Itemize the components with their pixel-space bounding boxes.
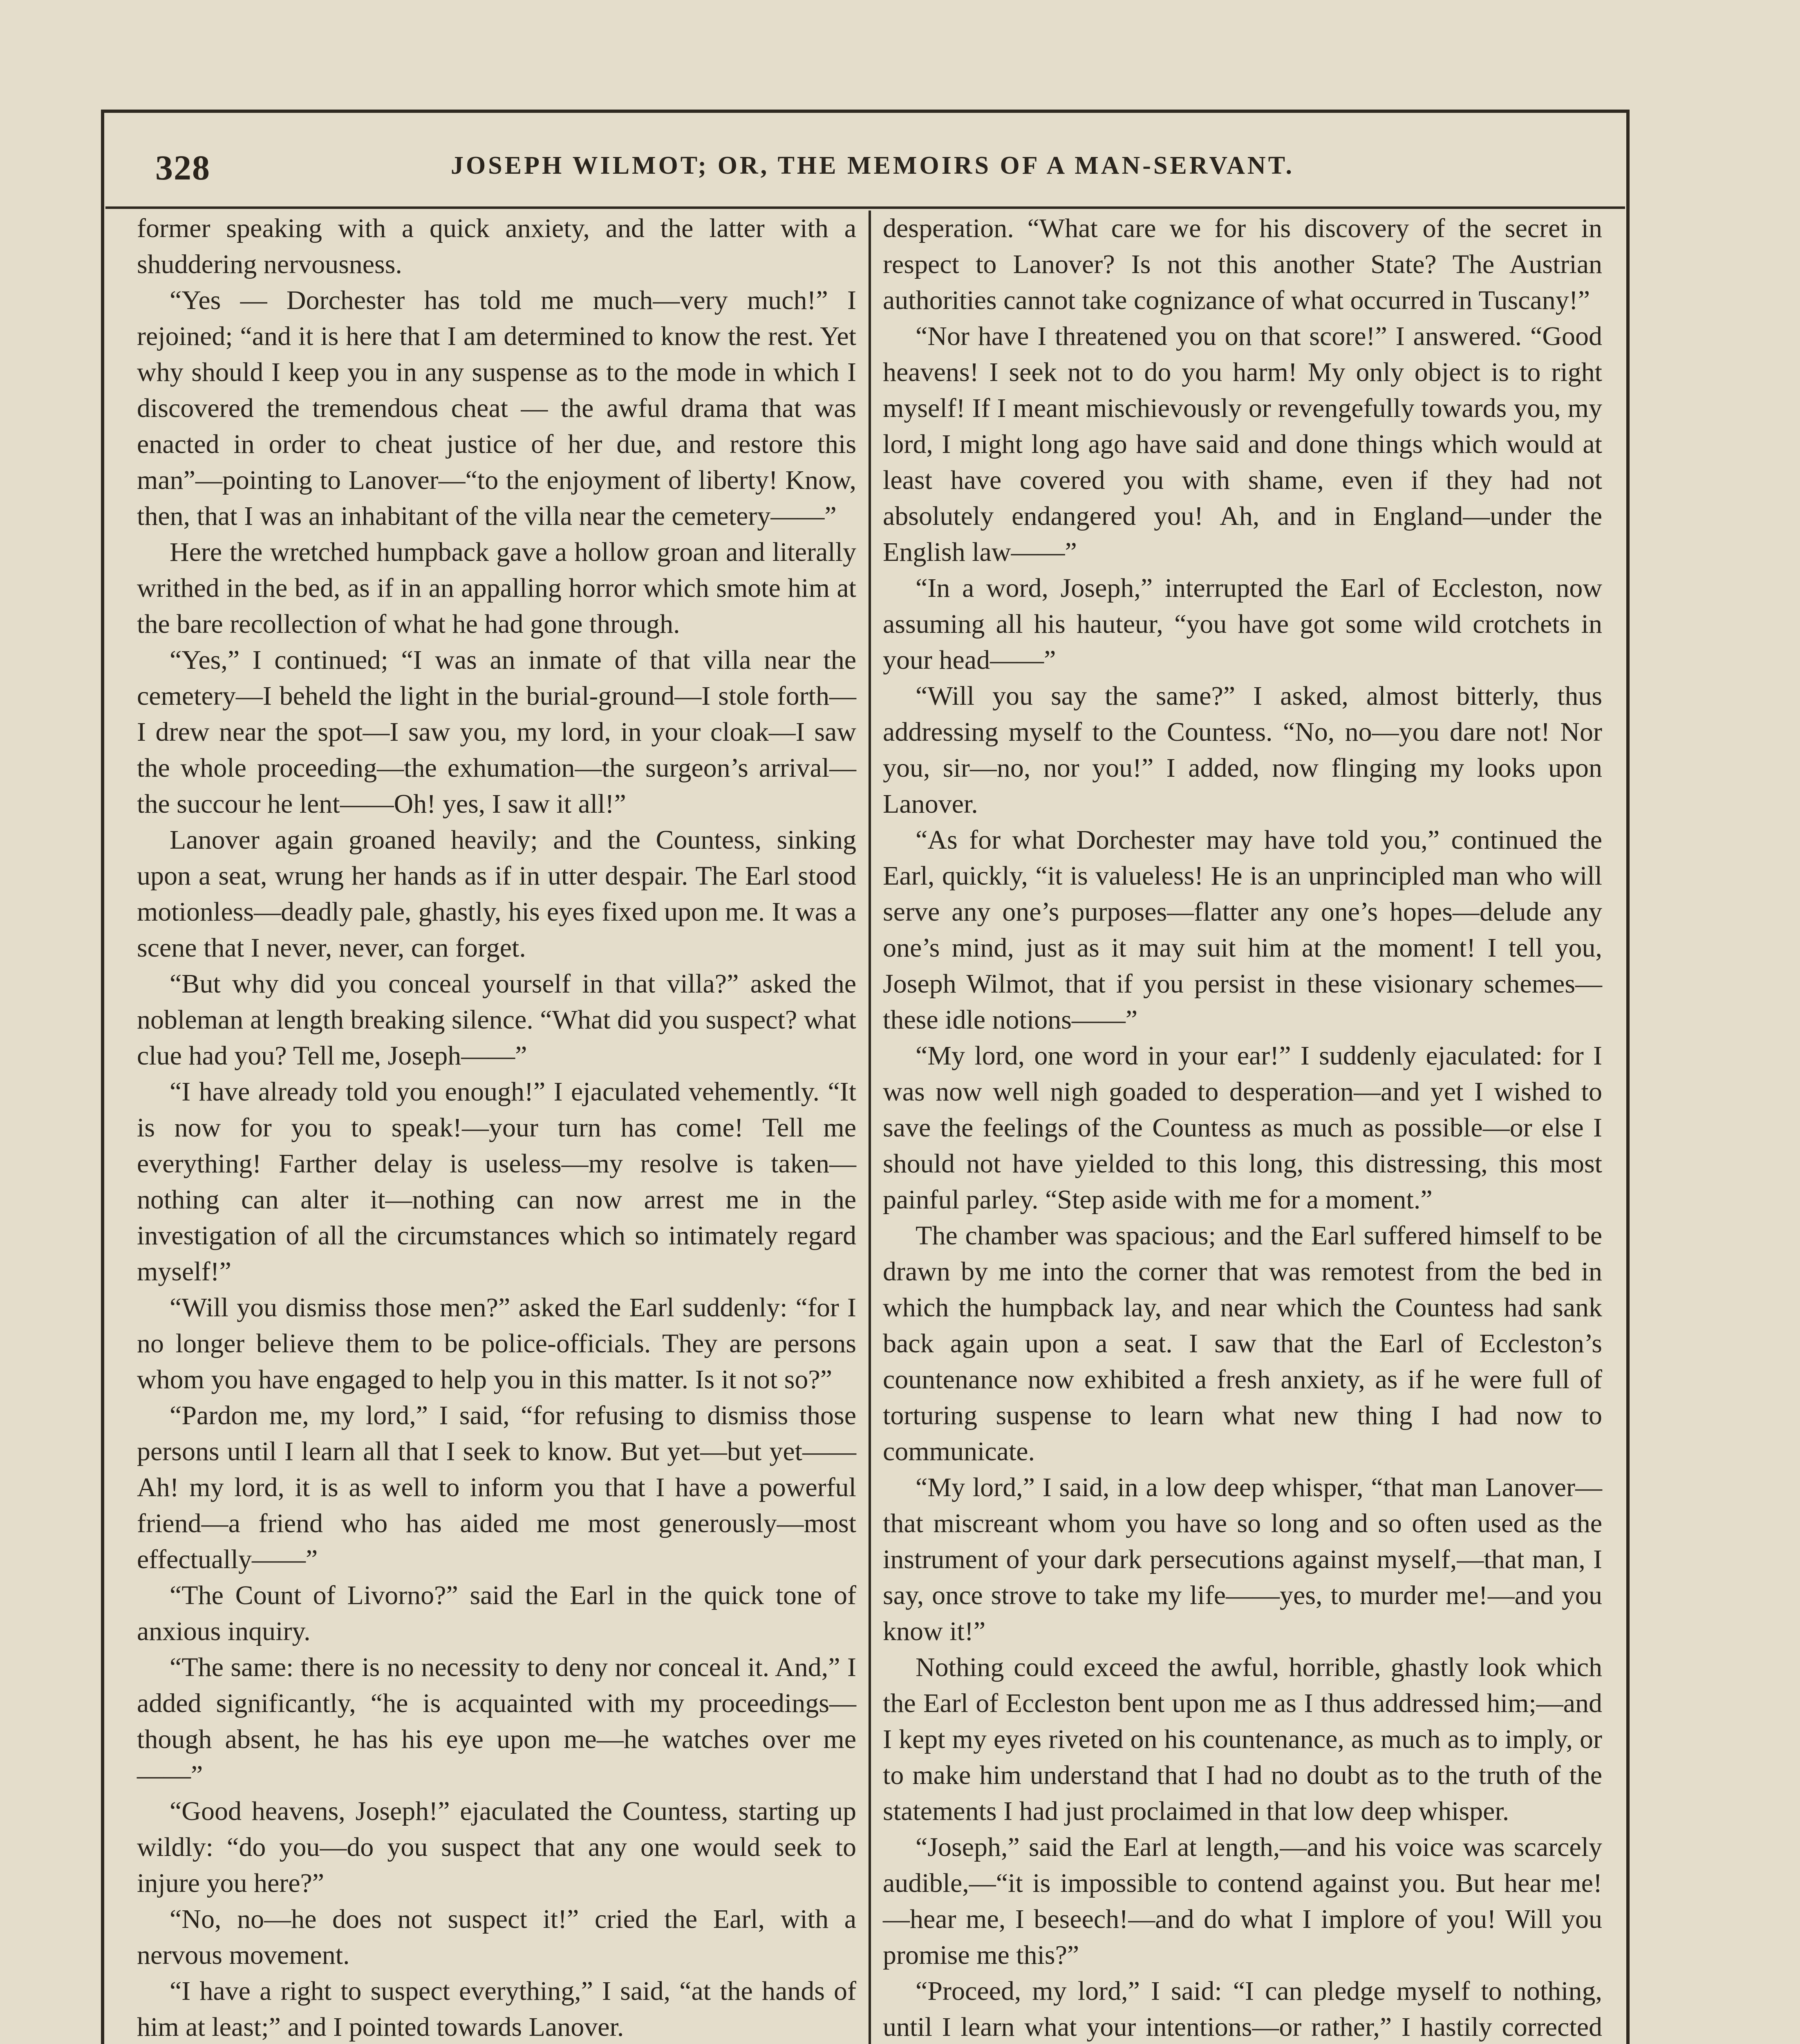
paragraph: Lanover again groaned heavily; and the Countess, sinking upon a seat, wrung her hands as if in utter despair. The Earl stood motionless—deadly pale, ghastly, his eyes fixed upon me. It was a scene that I never, never, can forget. [137, 825, 856, 963]
paragraph: “My lord, one word in your ear!” I suddenly ejaculated: for I was now well nigh goaded to desperation—and yet I wished to save the feelings of the Countess as much as possible—or else I should not have yielded to this long, this distressing, this most painful parley. “Step aside with me for a moment.” [883, 1041, 1602, 1215]
column-divider [869, 211, 871, 2044]
paragraph: “In a word, Joseph,” interrupted the Earl of Eccleston, now assuming all his hauteur, “you have got some wild crotchets in your head——” [883, 573, 1602, 675]
running-title: JOSEPH WILMOT; OR, THE MEMOIRS OF A MAN-SERVANT. [451, 152, 1294, 179]
paragraph: “Yes — Dorchester has told me much—very much!” I rejoined; “and it is here that I am determined to know the rest. Yet why should I keep you in any suspense as to the mode in which I discovered the tremendous cheat — the awful drama that was enacted in order to cheat justice of her due, and restore this man”—pointing to Lanover—“to the enjoyment of liberty! Know, then, that I was an inhabitant of the villa near the cemetery——” [137, 285, 856, 531]
left-column [137, 211, 856, 2044]
paragraph: “No, no—he does not suspect it!” cried the Earl, with a nervous movement. [137, 1904, 856, 1970]
paragraph: “My lord,” I said, in a low deep whisper, “that man Lanover—that miscreant whom you have so long and so often used as the instrument of your dark persecutions against myself,—that man, I say, once strove to take my life——yes, to murder me!—and you know it!” [883, 1472, 1602, 1646]
paragraph: “Pardon me, my lord,” I said, “for refusing to dismiss those persons until I learn all that I seek to know. But yet—but yet——Ah! my lord, it is as well to inform you that I have a powerful friend—a friend who has aided me most generously—most effectually——” [137, 1401, 856, 1574]
paragraph: “The Count of Livorno?” said the Earl in the quick tone of anxious inquiry. [137, 1580, 856, 1646]
paragraph: “Will you dismiss those men?” asked the Earl suddenly: “for I no longer believe them to be police-officials. They are persons whom you have engaged to help you in this matter. Is it not so?” [137, 1293, 856, 1394]
paragraph: “Joseph,” said the Earl at length,—and his voice was scarcely audible,—“it is impossible to contend against you. But hear me!—hear me, I beseech!—and do what I implore of you! Will you promise me this?” [883, 1832, 1602, 1970]
paragraph: “But why did you conceal yourself in that villa?” asked the nobleman at length breaking silence. “What did you suspect? what clue had you? Tell me, Joseph——” [137, 969, 856, 1071]
right-column [883, 211, 1602, 2044]
paragraph: “Will you say the same?” I asked, almost bitterly, thus addressing myself to the Countess. “No, no—you dare not! Nor you, sir—no, nor you!” I added, now flinging my looks upon Lanover. [883, 681, 1602, 819]
paragraph: The chamber was spacious; and the Earl suffered himself to be drawn by me into the corner that was remotest from the bed in which the humpback lay, and near which the Countess had sank back again upon a seat. I saw that the Earl of Eccleston’s countenance now exhibited a fresh anxiety, as if he were full of torturing suspense to learn what new thing I had now to communicate. [883, 1221, 1602, 1466]
running-head [155, 147, 1590, 192]
paragraph: “Nor have I threatened you on that score!” I answered. “Good heavens! I seek not to do you harm! My only object is to right myself! If I meant mischievously or revengefully towards you, my lord, I might long ago have said and done things which would at least have covered you with shame, even if they had not absolutely endangered you! Ah, and in England—under the English law——” [883, 321, 1602, 567]
paragraph: “As for what Dorchester may have told you,” continued the Earl, quickly, “it is valueless! He is an unprincipled man who will serve any one’s purposes—flatter any one’s hopes—delude any one’s mind, just as it may suit him at the moment! I tell you, Joseph Wilmot, that if you persist in these visionary schemes—these idle notions——” [883, 825, 1602, 1035]
paragraph: “Good heavens, Joseph!” ejaculated the Countess, starting up wildly: “do you—do you suspect that any one would seek to injure you here?” [137, 1796, 856, 1898]
paragraph: “Yes,” I continued; “I was an inmate of that villa near the cemetery—I beheld the light in the burial-ground—I stole forth—I drew near the spot—I saw you, my lord, in your cloak—I saw the whole proceeding—the exhumation—the surgeon’s arrival—the succour he lent——Oh! yes, I saw it all!” [137, 645, 856, 819]
paragraph: Here the wretched humpback gave a hollow groan and literally writhed in the bed, as if in an appalling horror which smote him at the bare recollection of what he had gone through. [137, 537, 856, 639]
paragraph: “The same: there is no necessity to deny nor conceal it. And,” I added significantly, “he is acquainted with my proceedings—though absent, he has his eye upon me—he watches over me——” [137, 1652, 856, 1790]
paragraph: “I have a right to suspect everything,” I said, “at the hands of him at least;” and I pointed towards Lanover. [137, 1976, 856, 2042]
page-number: 328 [155, 148, 210, 187]
paragraph: desperation. “What care we for his discovery of the secret in respect to Lanover? Is not this another State? The Austrian authorities cannot take cognizance of what occurred in Tuscany!” [883, 213, 1602, 315]
paragraph: former speaking with a quick anxiety, and the latter with a shuddering nervousness. [137, 213, 856, 279]
paragraph: Nothing could exceed the awful, horrible, ghastly look which the Earl of Eccleston bent upon me as I thus addressed him;—and I kept my eyes riveted on his countenance, as much as to imply, or to make him understand that I had no doubt as to the truth of the statements I had just proclaimed in that low deep whisper. [883, 1652, 1602, 1826]
paragraph: “I have already told you enough!” I ejaculated vehemently. “It is now for you to speak!—your turn has come! Tell me everything! Farther delay is useless—my resolve is taken—nothing can alter it—nothing can now arrest me in the investigation of all the circumstances which so intimately regard myself!” [137, 1077, 856, 1286]
header-rule [105, 206, 1625, 209]
paragraph: “Proceed, my lord,” I said: “I can pledge myself to nothing, until I learn what your intentions—or rather,” I hastily corrected [883, 1976, 1602, 2042]
